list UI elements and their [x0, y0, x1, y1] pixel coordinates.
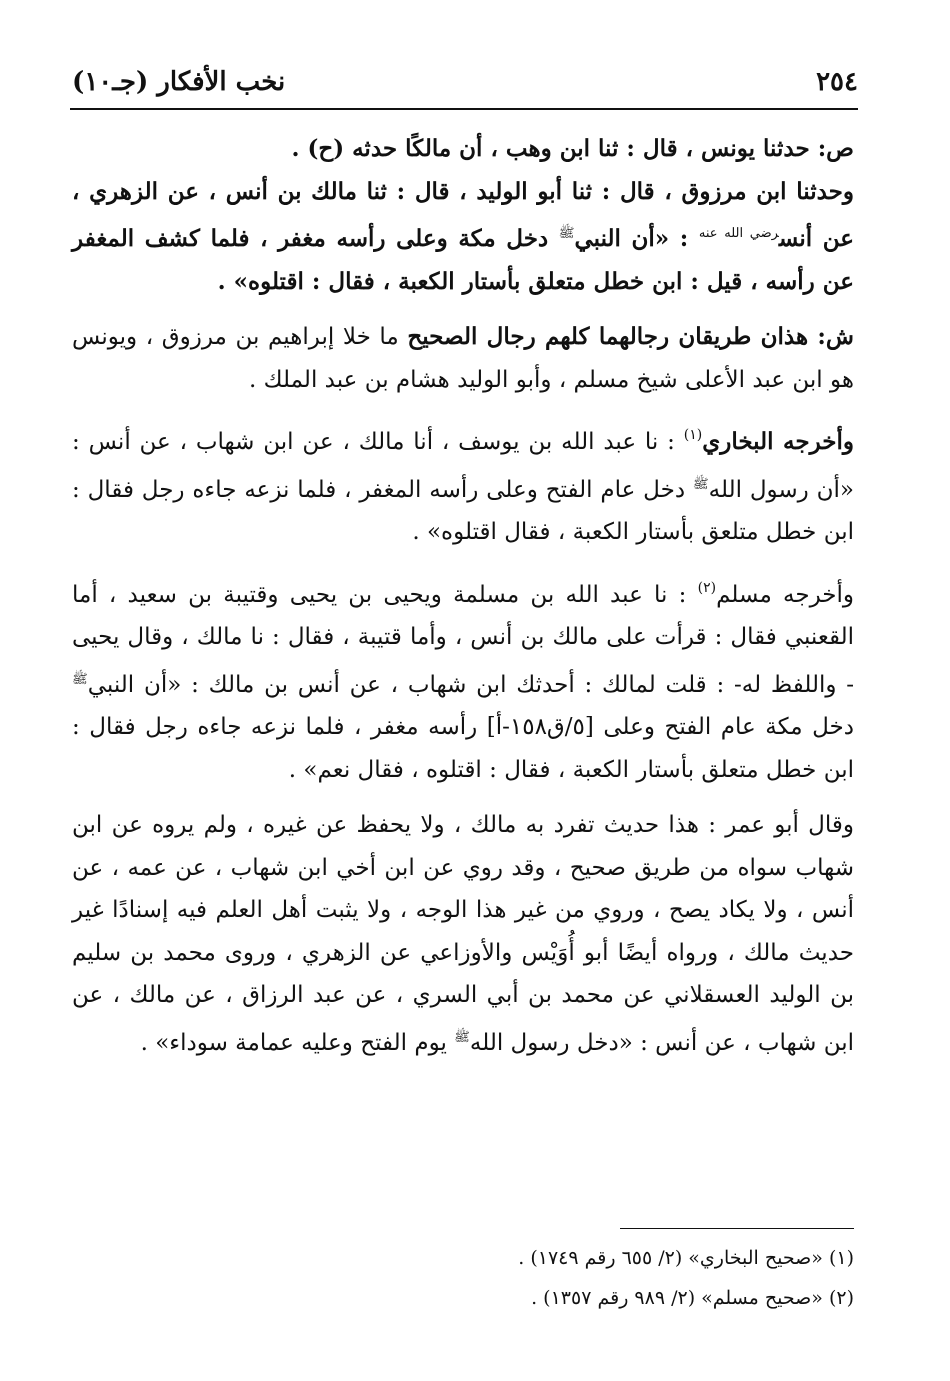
text-chain-lead: ص: حدثنا يونس ، قال : ثنا ابن وهب ، أن مالكًا حدثه (ح) .	[291, 135, 854, 162]
footnote-marker-1: (١)	[683, 427, 703, 443]
muslim-lead: وأخرجه مسلم	[716, 581, 854, 608]
muslim-text-b: دخل مكة عام الفتح وعلى [٥/ق١٥٨-أ] رأسه مغفر ، فلما نزعه جاءه رجل فقال : ابن خطل متعلق بأستار الكعبة ، فقال : اقتلوه ، فقال نعم» .	[72, 714, 854, 783]
abu-umar-text-b: يوم الفتح وعليه عمامة سوداء» .	[140, 1029, 455, 1056]
page-number: ٢٥٤	[816, 67, 858, 97]
hadith-chain: وحدثنا ابن مرزوق ، قال : ثنا أبو الوليد ، قال : ثنا مالك بن أنس ، عن الزهري ، عن أنس	[72, 177, 854, 252]
footnote-marker-2: (٢)	[697, 579, 717, 596]
commentary-lead: ش: هذان طريقان رجالهما كلهم رجال الصحيح	[407, 323, 854, 350]
bukhari-text-b: دخل عام الفتح وعلى رأسه المغفر ، فلما نزعه جاءه رجل فقال : ابن خطل متلعق بأستار الكعبة ، فقال اقتلوه» .	[72, 476, 854, 545]
honorific-glyph: ﷺ	[692, 476, 709, 492]
bukhari-lead: وأخرجه البخاري	[702, 428, 855, 455]
honorific-glyph: ﷺ	[454, 1029, 470, 1045]
hadith-text-rest: دخل مكة وعلى رأسه مغفر ، فلما كشف المغفر عن رأسه ، قيل : ابن خطل متعلق بأستار الكعبة ، فقال : اقتلوه» .	[72, 225, 854, 295]
main-text	[72, 128, 854, 1064]
paragraph-bukhari	[72, 414, 854, 554]
hadith-text-start: : «أن النبي	[574, 225, 699, 252]
paragraph-muslim	[72, 567, 854, 792]
running-title: نخب الأفكار (جـ١٠)	[72, 67, 286, 97]
commentary-text: ما خلا إبراهيم بن مرزوق ، ويونس هو ابن عبد الأعلى شيخ مسلم ، وأبو الوليد هشام بن عبد الملك .	[72, 324, 854, 393]
bukhari-text-a: : نا عبد الله بن يوسف ، أنا مالك ، عن ابن شهاب ، عن أنس : «أن رسول الله	[72, 429, 854, 503]
paragraph-commentary	[72, 316, 854, 401]
header-rule	[70, 108, 858, 110]
paragraph-text-intro	[72, 128, 854, 171]
footnote-1: (١) «صحيح البخاري» (٢/ ٦٥٥ رقم ١٧٤٩) .	[518, 1247, 854, 1269]
footnote-rule	[620, 1228, 854, 1229]
honorific-glyph: رضي الله عنه	[698, 226, 779, 241]
muslim-text-a: : نا عبد الله بن مسلمة ويحيى بن يحيى وقتيبة بن سعيد ، أما القعنبي فقال : قرأت على مالك بن أنس ، وأما قتيبة ، فقال : نا مالك ، وقال يحيى - واللفظ له- : قلت لمالك : أحدثك ابن شهاب ، عن أنس بن مالك : «أن النبي	[72, 581, 854, 698]
paragraph-abu-umar	[72, 804, 854, 1064]
page-header	[72, 62, 858, 102]
honorific-glyph: ﷺ	[558, 226, 575, 241]
footnote-2: (٢) «صحيح مسلم» (٢/ ٩٨٩ رقم ١٣٥٧) .	[531, 1287, 854, 1309]
footnotes	[72, 1238, 854, 1318]
honorific-glyph: ﷺ	[72, 671, 88, 687]
paragraph-hadith	[72, 171, 854, 304]
abu-umar-text-a: وقال أبو عمر : هذا حديث تفرد به مالك ، ولا يحفظ عن غيره ، ولم يروه عن ابن شهاب سواه من طريق صحيح ، وقد روي عن ابن أخي ابن شهاب ، عن عمه ، عن أنس ، ولا يكاد يصح ، وروي من غير هذا الوجه ، ولا يثبت أهل العلم فيه إسنادًا غير حديث مالك ، ورواه أيضًا أبو أُوَيْس والأوزاعي عن الزهري ، وروى محمد بن سليم بن الوليد العسقلاني عن محمد بن أبي السري ، عن عبد الرزاق ، عن مالك ، عن ابن شهاب ، عن أنس : «دخل رسول الله	[72, 812, 854, 1056]
